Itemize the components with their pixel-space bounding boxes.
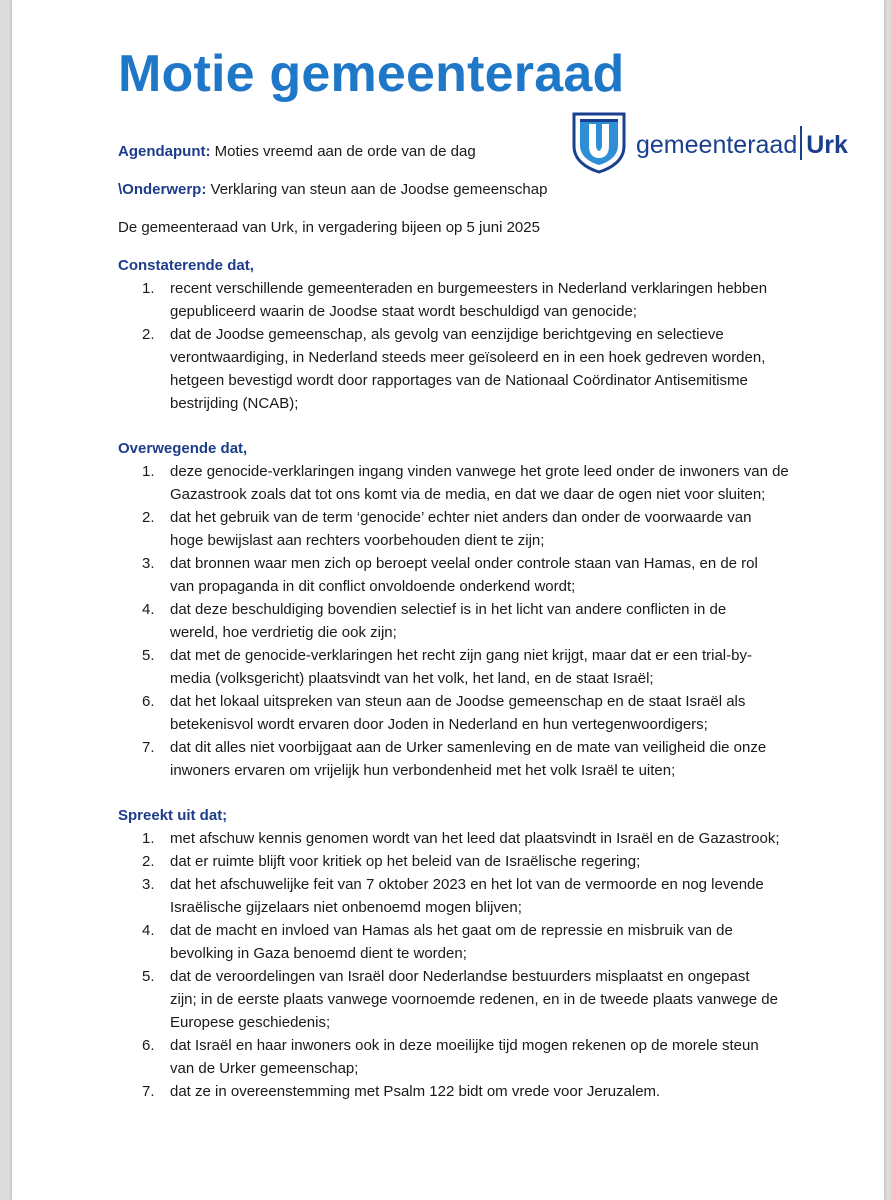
list-line: dat Israël en haar inwoners ook in deze moeilijke tijd mogen rekenen op de morele steun [170,1037,759,1054]
section-heading-overwegende: Overwegende dat, [118,440,248,457]
list-number: 3. [142,876,155,893]
list-line: verontwaardiging, in Nederland steeds meer geïsoleerd en in een hoek gedreven worden, [170,349,766,366]
list-line: van de Urker gemeenschap; [170,1060,359,1077]
onderwerp-label: \Onderwerp: [118,181,207,198]
document-page [12,0,884,1200]
list-item [118,850,818,873]
list-line: bestrijding (NCAB); [170,395,299,412]
agendapunt-value: Moties vreemd aan de orde van de dag [214,143,476,160]
list-line: dat de Joodse gemeenschap, als gevolg van eenzijdige berichtgeving en selectieve [170,326,724,343]
list-line: dat het gebruik van de term ‘genocide’ echter niet anders dan onder de voorwaarde van [170,509,752,526]
list-line: Gazastrook zoals dat tot ons komt via de media, en dat we daar de ogen niet voor sluiten; [170,486,766,503]
list-item [118,506,818,552]
list-number: 2. [142,326,155,343]
intro-line: De gemeenteraad van Urk, in vergadering bijeen op 5 juni 2025 [118,219,540,236]
agendapunt-line [118,140,818,163]
list-line: dat deze beschuldiging bovendien selectief is in het licht van andere conflicten in de [170,601,727,618]
list-item [118,323,818,415]
onderwerp-line [118,178,818,201]
list-line: wereld, hoe verdrietig die ook zijn; [170,624,397,641]
list-line: met afschuw kennis genomen wordt van het leed dat plaatsvindt in Israël en de Gazastrook; [170,830,780,847]
list-number: 5. [142,968,155,985]
list-item [118,690,818,736]
list-line: dat ze in overeenstemming met Psalm 122 bidt om vrede voor Jeruzalem. [170,1083,661,1100]
list-line: dat het lokaal uitspreken van steun aan de Joodse gemeenschap en de staat Israël als [170,693,746,710]
list-line: dat met de genocide-verklaringen het recht zijn gang niet krijgt, maar dat er een trial-by- [170,647,752,664]
list-number: 1. [142,830,155,847]
list-number: 2. [142,853,155,870]
list-number: 3. [142,555,155,572]
logo-brand-bold: Urk [806,131,848,159]
list-line: dat het afschuwelijke feit van 7 oktober 2023 en het lot van de vermoorde en nog levende [170,876,764,893]
list-line: deze genocide-verklaringen ingang vinden vanwege het grote leed onder de inwoners van de [170,463,789,480]
list-line: dat dit alles niet voorbijgaat aan de Urker samenleving en de mate van veiligheid die onze [170,739,767,756]
list-number: 6. [142,1037,155,1054]
list-item [118,736,818,782]
spreekt-uit-list [118,827,818,1103]
list-number: 7. [142,1083,155,1100]
list-item [118,919,818,965]
document-title: Motie gemeenteraad [118,45,625,103]
list-number: 5. [142,647,155,664]
list-line: Israëlische gijzelaars niet onbenoemd mogen blijven; [170,899,522,916]
list-line: inwoners ervaren om vrijelijk hun verbondenheid met het volk Israël te uiten; [170,762,676,779]
list-line: dat de veroordelingen van Israël door Nederlandse bestuurders misplaatst en ongepast [170,968,750,985]
list-line: bevolking in Gaza benoemd dient te worden; [170,945,467,962]
list-number: 4. [142,922,155,939]
list-line: betekenisvol wordt ervaren door Joden in Nederland en hun vertegenwoordigers; [170,716,708,733]
list-line: hoge bewijslast aan rechters voorbehouden dient te zijn; [170,532,545,549]
list-item [118,277,818,323]
list-item [118,1034,818,1080]
list-item [118,1080,818,1103]
list-line: recent verschillende gemeenteraden en burgemeesters in Nederland verklaringen hebben [170,280,768,297]
list-line: van propaganda in dit conflict onvoldoende onderkend wordt; [170,578,576,595]
list-item [118,460,818,506]
list-number: 6. [142,693,155,710]
list-number: 1. [142,463,155,480]
list-line: hetgeen bevestigd wordt door rapportages van de Nationaal Coördinator Antisemitisme [170,372,748,389]
list-line: dat er ruimte blijft voor kritiek op het beleid van de Israëlische regering; [170,853,641,870]
onderwerp-value: Verklaring van steun aan de Joodse gemeenschap [210,181,548,198]
list-line: Europese geschiedenis; [170,1014,331,1031]
list-item [118,598,818,644]
list-number: 7. [142,739,155,756]
list-line: media (volksgericht) plaatsvindt van het volk, het land, en de staat Israël; [170,670,654,687]
section-heading-spreekt-uit: Spreekt uit dat; [118,807,228,824]
list-item [118,552,818,598]
section-heading-constaterende: Constaterende dat, [118,257,254,274]
list-line: dat de macht en invloed van Hamas als het gaat om de repressie en misbruik van de [170,922,733,939]
list-line: gepubliceerd waarin de Joodse staat wordt beschuldigd van genocide; [170,303,637,320]
logo-brand-text: gemeenteraad [636,131,798,159]
list-item [118,644,818,690]
constaterende-list [118,277,818,415]
list-item [118,827,818,850]
agendapunt-label: Agendapunt: [118,143,211,160]
list-item [118,873,818,919]
list-line: dat bronnen waar men zich op beroept veelal onder controle staan van Hamas, en de rol [170,555,758,572]
list-number: 1. [142,280,155,297]
document-body [118,140,818,1103]
list-line: zijn; in de eerste plaats vanwege voornoemde redenen, en in de tweede plaats vanwege de [170,991,778,1008]
list-number: 2. [142,509,155,526]
overwegende-list [118,460,818,782]
list-item [118,965,818,1034]
list-number: 4. [142,601,155,618]
